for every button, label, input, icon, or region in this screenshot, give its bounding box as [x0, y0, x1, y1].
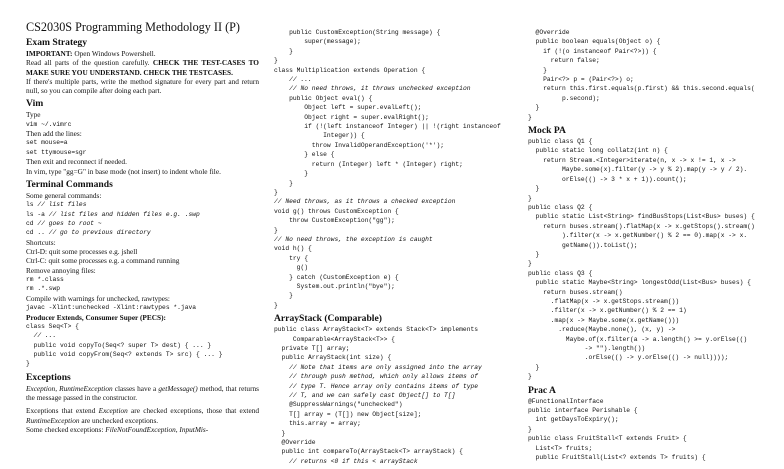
- italic-text: getMessage(): [158, 383, 198, 393]
- code-text: cd: [26, 220, 38, 227]
- code-line: [274, 84, 528, 93]
- page-title: CS2030S Programming Methodology II (P): [26, 20, 240, 34]
- code-line: [274, 197, 528, 206]
- code-text: ls: [26, 201, 38, 209]
- text-span: Some general commands:: [26, 190, 102, 200]
- code-line: }: [274, 429, 286, 437]
- code-block: [528, 28, 780, 122]
- code-line: }: [528, 363, 540, 371]
- code-line: -> "").length()): [528, 345, 646, 352]
- code-line: Pair<?> p = (Pair<?>) o;: [528, 76, 634, 84]
- code-line: public class Q2 {: [528, 203, 593, 211]
- code-comment: // Note that items are only assigned into the array: [289, 363, 482, 371]
- paragraph: [26, 294, 259, 303]
- code-line: set ttymouse=sgr: [26, 148, 87, 156]
- bold-text: IMPORTANT:: [26, 49, 73, 58]
- code-line: public class Q3 {: [528, 269, 593, 277]
- code-line: [274, 363, 528, 372]
- text-span: In vim, type "gg=G" in base mode (not insert) to indent whole file.: [26, 166, 221, 176]
- code-line: Maybe.of(x.filter(a -> a.length() >= y.orElse((): [528, 335, 748, 343]
- code-line: vim ~/.vimrc: [26, 120, 72, 128]
- code-line: ).filter(x -> x.getNumber() % 2 == 0).map(x -> x.: [528, 232, 748, 240]
- code-line: void h() {: [274, 245, 312, 253]
- code-comment: // returns <0 if this < arrayStack: [289, 457, 418, 465]
- section-heading: Vim: [26, 98, 44, 110]
- code-line: }: [274, 57, 278, 65]
- text-span: are unchecked exceptions.: [79, 415, 159, 425]
- code-line: class Multiplication extends Operation {: [274, 66, 426, 74]
- code-line: if (!(o instanceof Pair<?>)) {: [528, 47, 657, 55]
- paragraph: [26, 129, 259, 138]
- code-block: [26, 303, 259, 312]
- code-line: return buses.stream().flatMap(x -> x.getStops().stream(): [528, 222, 755, 230]
- code-line: }: [528, 104, 540, 112]
- code-line: } catch (CustomException e) {: [274, 273, 399, 281]
- code-line: public boolean equals(Object o) {: [528, 38, 661, 46]
- code-text: [26, 332, 34, 339]
- code-line: return false;: [528, 57, 600, 65]
- code-line: .orElse(() -> y.orElse(() -> null))));: [528, 354, 729, 362]
- code-line: p.second);: [528, 94, 600, 102]
- text-span: Shortcuts:: [26, 237, 56, 247]
- column-3: [528, 28, 780, 469]
- code-line: public static Maybe<String> longestOdd(List<Bus> buses) {: [528, 279, 751, 287]
- code-line: public ArrayStack(int size) {: [274, 354, 392, 362]
- italic-text: InputMis-: [179, 425, 209, 435]
- column-1: [26, 20, 259, 461]
- code-line: }: [528, 260, 532, 268]
- code-line: throw CustomException("gg");: [274, 217, 395, 225]
- paragraph: [26, 425, 259, 434]
- code-line: javac -Xlint:unchecked -Xlint:rawtypes *.java: [26, 304, 197, 312]
- section-heading: Mock PA: [528, 125, 566, 137]
- paragraph: [26, 167, 259, 176]
- code-block: [26, 138, 259, 157]
- code-line: [274, 75, 528, 84]
- code-comment: // go to previous directory: [48, 229, 151, 237]
- code-line: getName()).toList();: [528, 241, 638, 249]
- code-text: [274, 364, 289, 371]
- code-line: this.array = array;: [274, 420, 361, 428]
- code-line: [274, 372, 528, 381]
- code-comment: // list files and hidden files e.g. .swp: [48, 210, 200, 218]
- code-line: int getDaysToExpiry();: [528, 416, 619, 424]
- code-comment: // type T. Hence array only contains items of type: [289, 382, 479, 390]
- paragraph: [26, 110, 259, 119]
- code-text: ls -a: [26, 210, 49, 218]
- paragraph: [26, 238, 259, 247]
- code-comment: // No need throws, it throws unchecked exception: [289, 85, 471, 93]
- code-line: .map(x -> Maybe.some(x.getName())): [528, 316, 680, 324]
- code-line: }: [528, 66, 547, 74]
- paragraph: [26, 313, 259, 322]
- code-comment: // ...: [33, 332, 57, 340]
- code-line: Comparable<ArrayStack<T>> {: [274, 335, 395, 343]
- code-line: set mouse=a: [26, 139, 68, 147]
- text-span: are checked exceptions, those that extend: [127, 406, 259, 416]
- bold-text: CHECK THE TEST-CASES TO MAKE SURE YOU UNDERSTAND. CHECK THE TESTCASES.: [26, 58, 259, 77]
- code-text: [274, 392, 289, 399]
- code-line: public FruitStall(List<? extends T> fruits) {: [528, 454, 706, 462]
- text-span: Read all parts of the question carefully.: [26, 58, 153, 68]
- code-line: [274, 457, 528, 466]
- code-line: rm .*.swp: [26, 285, 61, 293]
- code-line: .flatMap(x -> x.getStops.stream()): [528, 297, 680, 305]
- text-span: Then add the lines:: [26, 129, 82, 139]
- code-line: return (Integer) left * (Integer) right;: [274, 160, 463, 168]
- code-comment: // Need throws, as it throws a checked exception: [274, 198, 456, 206]
- column-2: [274, 28, 528, 469]
- italic-text: Exception: [98, 406, 128, 416]
- text-span: Compile with warnings for unchecked, rawtypes:: [26, 293, 170, 303]
- code-block: [26, 322, 259, 369]
- italic-text: Exception: [26, 383, 56, 393]
- code-line: [26, 200, 259, 209]
- code-line: }: [274, 292, 293, 300]
- paragraph: [26, 157, 259, 166]
- code-line: }: [528, 250, 540, 258]
- code-line: }: [274, 226, 278, 234]
- code-line: }: [528, 194, 532, 202]
- code-line: return this.first.equals(p.first) && this.second.equals(: [528, 85, 755, 93]
- text-span: Exceptions that extend: [26, 406, 99, 416]
- code-line: public class ArrayStack<T> extends Stack<T> implements: [274, 326, 479, 334]
- code-line: Maybe.some(x).filter(y -> y % 2).map(y -> y / 2).: [528, 166, 748, 174]
- code-block: [26, 275, 259, 294]
- code-line: try {: [274, 254, 309, 262]
- code-block: [528, 397, 780, 463]
- code-line: public class FruitStall<T extends Fruit> {: [528, 435, 687, 443]
- code-line: Object right = super.evalRight();: [274, 113, 429, 121]
- text-span: Ctrl-D: quit some processes e.g. jshell: [26, 247, 138, 257]
- code-line: }: [274, 301, 278, 309]
- code-line: [274, 391, 528, 400]
- code-block: [274, 325, 528, 466]
- text-span: ,: [55, 383, 60, 393]
- code-line: public static long collatz(int n) {: [528, 147, 668, 155]
- code-line: public void copyTo(Seq<? super T> dest) { ... }: [26, 341, 212, 349]
- code-line: }: [528, 113, 532, 121]
- code-line: rm *.class: [26, 276, 64, 283]
- section-heading: Exceptions: [26, 371, 71, 383]
- code-line: @SuppressWarnings("unchecked"): [274, 401, 403, 409]
- code-comment: // ...: [289, 76, 312, 84]
- italic-text: FileNotFoundException: [105, 425, 176, 435]
- text-span: classes have a: [112, 383, 159, 393]
- code-line: @Override: [274, 439, 316, 447]
- paragraph: [26, 406, 259, 425]
- text-span: Open Windows Powershell.: [72, 49, 156, 58]
- code-comment: // No need throws, the exception is caught: [274, 235, 433, 243]
- code-comment: // through push method, which only allows items of: [289, 373, 479, 381]
- code-line: }: [26, 360, 30, 368]
- code-line: }: [274, 47, 293, 55]
- code-block: [26, 200, 259, 238]
- code-comment: // list files: [37, 201, 87, 209]
- code-text: [274, 383, 289, 390]
- code-text: cd ..: [26, 229, 49, 237]
- italic-text: RuntimeException: [59, 383, 113, 393]
- code-line: public Object eval() {: [274, 94, 373, 102]
- paragraph: [26, 256, 259, 265]
- text-span: Remove annoying files:: [26, 265, 96, 275]
- section-heading: ArrayStack (Comparable): [274, 313, 382, 325]
- code-line: public interface Perishable {: [528, 407, 638, 415]
- text-span: method, that returns the message passed in the constructor.: [26, 383, 259, 403]
- code-line: return buses.stream(): [528, 288, 623, 296]
- code-block: [274, 28, 528, 310]
- section-heading: Prac A: [528, 384, 556, 396]
- paragraph: [26, 58, 259, 77]
- text-span: ,: [175, 425, 180, 435]
- code-line: @Override: [528, 29, 570, 36]
- code-line: public static List<String> findBusStops(List<Bus> buses) {: [528, 213, 755, 221]
- code-line: Integer)) {: [274, 132, 365, 140]
- code-line: [274, 382, 528, 391]
- text-span: Type: [26, 110, 41, 120]
- code-text: [274, 85, 289, 92]
- code-line: [26, 210, 259, 219]
- paragraph: [26, 49, 259, 58]
- code-line: orElse(() -> 3 * x + 1)).count();: [528, 175, 687, 183]
- code-line: public class Q1 {: [528, 138, 593, 146]
- code-block: [26, 120, 259, 129]
- code-line: public CustomException(String message) {: [274, 29, 441, 36]
- code-line: throw InvalidOperandException('*');: [274, 141, 445, 149]
- code-line: } else {: [274, 151, 335, 159]
- paragraph: [26, 77, 259, 96]
- code-line: if (!(left instanceof Integer) || !(right instanceof: [274, 123, 501, 131]
- code-text: [274, 76, 289, 83]
- code-line: private T[] array;: [274, 345, 350, 352]
- code-text: [274, 373, 289, 380]
- code-line: [26, 331, 259, 340]
- text-span: Then exit and reconnect if needed.: [26, 157, 127, 167]
- code-line: }: [528, 373, 532, 381]
- text-span: Ctrl-C: quit some processes e.g. a command running: [26, 256, 180, 266]
- code-line: @FunctionalInterface: [528, 397, 604, 405]
- text-span: If there's multiple parts, write the method signature for every part and return null, so you can compile after doing each part.: [26, 76, 259, 96]
- code-line: Object left = super.evalLeft();: [274, 104, 422, 112]
- code-line: g(): [274, 264, 309, 272]
- bold-text: Producer Extends, Consumer Super (PECS):: [26, 312, 166, 322]
- code-line: }: [274, 170, 309, 178]
- code-line: }: [274, 188, 278, 196]
- paragraph: [26, 384, 259, 403]
- code-line: super(message);: [274, 38, 361, 46]
- code-line: [26, 219, 259, 228]
- paragraph: [26, 191, 259, 200]
- italic-text: RuntimeException: [26, 415, 80, 425]
- paragraph: [26, 247, 259, 256]
- code-comment: // goes to root ~: [37, 220, 102, 227]
- code-text: [274, 458, 289, 465]
- code-line: public int compareTo(ArrayStack<T> arrayStack) {: [274, 448, 463, 456]
- code-line: [26, 228, 259, 237]
- code-line: return Stream.<Integer>iterate(n, x -> x != 1, x ->: [528, 156, 736, 164]
- code-line: .filter(x -> x.getNumber() % 2 == 1): [528, 307, 687, 315]
- code-line: void g() throws CustomException {: [274, 207, 399, 215]
- code-line: public void copyFrom(Seq<? extends T> src) { ... }: [26, 351, 223, 359]
- section-heading: Exam Strategy: [26, 37, 88, 48]
- code-line: System.out.println("bye");: [274, 282, 395, 290]
- code-line: .reduce(Maybe.none(), (x, y) ->: [528, 326, 676, 334]
- code-line: }: [274, 179, 293, 187]
- code-block: [528, 137, 780, 382]
- section-heading: Terminal Commands: [26, 178, 113, 190]
- text-span: Some checked exceptions:: [26, 425, 106, 435]
- code-line: class Seq<T> {: [26, 322, 79, 330]
- paragraph: [26, 266, 259, 275]
- code-line: List<T> fruits;: [528, 444, 593, 452]
- code-comment: // T, and we can safely cast Object[] to T[]: [289, 392, 456, 400]
- code-line: }: [528, 425, 532, 433]
- code-line: T[] array = (T[]) new Object[size];: [274, 410, 422, 418]
- code-line: }: [528, 185, 540, 193]
- code-line: [274, 235, 528, 244]
